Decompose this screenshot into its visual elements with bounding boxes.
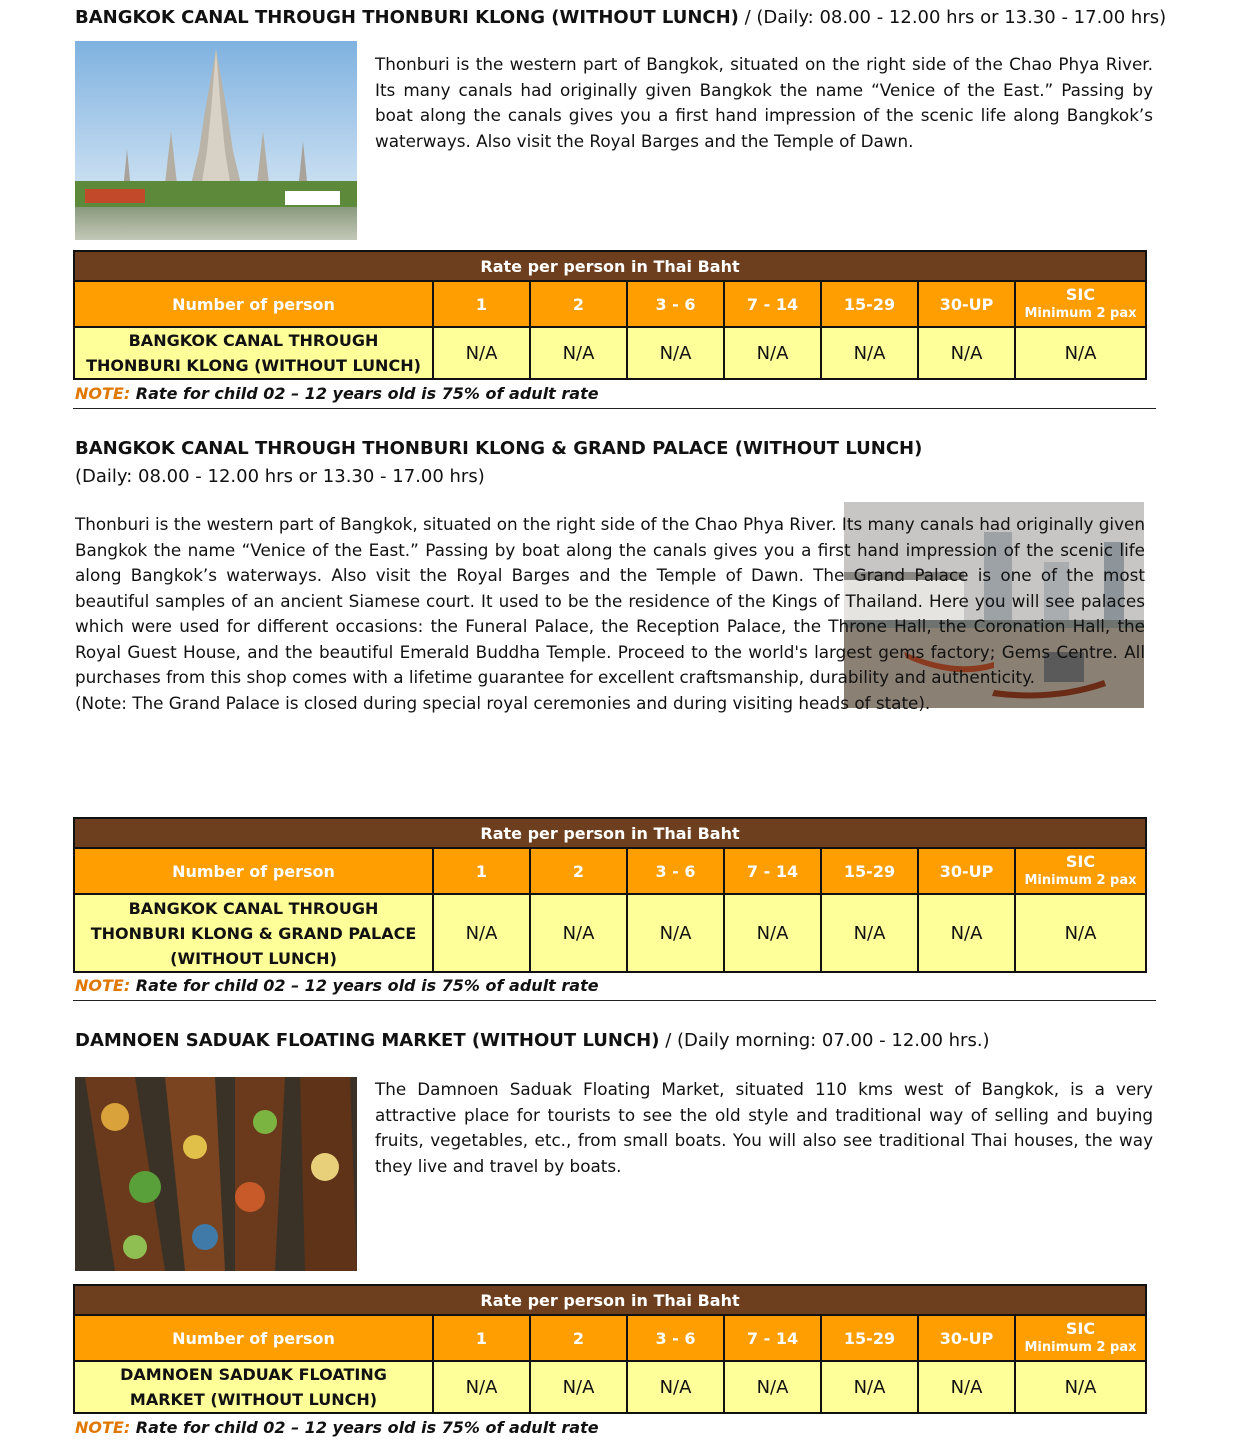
rate-table-2 [73,817,1147,973]
col-7-14: 7 - 14 [724,281,821,327]
temple-of-dawn-photo [75,41,357,240]
col-1: 1 [433,1315,530,1361]
tour-3-description: The Damnoen Saduak Floating Market, situated 110 kms west of Bangkok, is a very attractive place for tourists to see the old style and traditional way of selling and buying fruits, vegetables, etc., from small boats. You will also see traditional Thai houses, the way they live and travel by boats. [375,1079,1153,1176]
col-30-up: 30-UP [918,1315,1015,1361]
col-15-29: 15-29 [821,1315,918,1361]
tour-2-title: BANGKOK CANAL THROUGH THONBURI KLONG & GRAND PALACE (WITHOUT LUNCH) [75,438,923,459]
rate-cell: N/A [724,894,821,972]
tour-3-title: DAMNOEN SADUAK FLOATING MARKET (WITHOUT LUNCH) / (Daily morning: 07.00 - 12.00 hrs.) [75,1030,990,1051]
rate-cell: N/A [918,894,1015,972]
col-2: 2 [530,848,627,894]
rate-cell: N/A [918,327,1015,379]
col-3-6: 3 - 6 [627,1315,724,1361]
rate-table-3 [73,1284,1147,1414]
col-30-up: 30-UP [918,848,1015,894]
tour-2-note: (Note: The Grand Palace is closed during special royal ceremonies and during visiting heads of state). [75,692,931,713]
rate-cell: N/A [627,1361,724,1413]
col-15-29: 15-29 [821,281,918,327]
rate-header: Rate per person in Thai Baht [74,1285,1146,1315]
number-of-person-label: Number of person [74,848,433,894]
tour-1-time: / (Daily: 08.00 - 12.00 hrs or 13.30 - 17.00 hrs) [738,7,1167,28]
tour-row-name: BANGKOK CANAL THROUGH THONBURI KLONG (WITHOUT LUNCH) [74,327,433,379]
rate-cell: N/A [821,894,918,972]
rate-cell: N/A [433,327,530,379]
tour-1-title [75,6,1166,30]
rate-cell: N/A [918,1361,1015,1413]
rate-cell: N/A [821,1361,918,1413]
col-2: 2 [530,1315,627,1361]
rate-cell: N/A [530,327,627,379]
col-3-6: 3 - 6 [627,848,724,894]
rate-cell: N/A [1015,1361,1146,1413]
tour-2-description: Thonburi is the western part of Bangkok, situated on the right side of the Chao Phya River. Its many canals had originally given Bangkok the name “Venice of the East.” Passing by boat along the canals gives you a first hand impression of the scenic life along Bangkok’s waterways. Also visit the Royal Barges and the Temple of Dawn. The Grand Palace is one of the most beautiful samples of an ancient Siamese court. It used to be the residence of the Kings of Thailand. Here you will see palaces which were used for different occasions: the Funeral Palace, the Reception Palace, the Throne Hall, the Coronation Hall, the Royal Guest House, and the beautiful Emerald Buddha Temple. Proceed to the world's largest gems factory; Gems Centre. All purchases from this shop comes with a lifetime guarantee for excellent craftsmanship, durability and authenticity. (Note: The Grand Palace is closed during special royal ceremonies and during visiting heads of state). [75,512,1145,716]
tour-2-time: (Daily: 08.00 - 12.00 hrs or 13.30 - 17.00 hrs) [75,466,485,487]
number-of-person-label: Number of person [74,281,433,327]
child-rate-note: NOTE: Rate for child 02 – 12 years old is 75% of adult rate [75,1418,599,1437]
col-2: 2 [530,281,627,327]
tour-1-description: Thonburi is the western part of Bangkok, situated on the right side of the Chao Phya River. Its many canals had originally given Bangkok the name “Venice of the East.” Passing by boat along the canals gives you a first hand impression of the scenic life along Bangkok’s waterways. Also visit the Royal Barges and the Temple of Dawn. [375,54,1153,151]
rate-header: Rate per person in Thai Baht [74,818,1146,848]
section-divider [73,408,1156,409]
tour-1-name: BANGKOK CANAL THROUGH THONBURI KLONG (WITHOUT LUNCH) [75,7,739,28]
tour-row-name: DAMNOEN SADUAK FLOATING MARKET (WITHOUT LUNCH) [74,1361,433,1413]
rate-cell: N/A [724,1361,821,1413]
rate-header: Rate per person in Thai Baht [74,251,1146,281]
rate-cell: N/A [530,1361,627,1413]
number-of-person-label: Number of person [74,1315,433,1361]
rate-cell: N/A [433,894,530,972]
col-1: 1 [433,281,530,327]
col-7-14: 7 - 14 [724,848,821,894]
rate-cell: N/A [1015,327,1146,379]
col-15-29: 15-29 [821,848,918,894]
floating-market-photo [75,1077,357,1271]
rate-cell: N/A [627,894,724,972]
col-30-up: 30-UP [918,281,1015,327]
col-3-6: 3 - 6 [627,281,724,327]
rate-cell: N/A [724,327,821,379]
col-1: 1 [433,848,530,894]
rate-cell: N/A [433,1361,530,1413]
section-divider [73,1000,1156,1001]
rate-cell: N/A [530,894,627,972]
col-sic: SIC Minimum 2 pax [1015,281,1146,327]
rate-table-1 [73,250,1147,380]
rate-cell: N/A [627,327,724,379]
tour-row-name: BANGKOK CANAL THROUGH THONBURI KLONG & GRAND PALACE (WITHOUT LUNCH) [74,894,433,972]
rate-cell: N/A [821,327,918,379]
child-rate-note: NOTE: Rate for child 02 – 12 years old is 75% of adult rate [75,384,599,403]
rate-cell: N/A [1015,894,1146,972]
child-rate-note: NOTE: Rate for child 02 – 12 years old is 75% of adult rate [75,976,599,995]
col-sic: SIC Minimum 2 pax [1015,1315,1146,1361]
col-7-14: 7 - 14 [724,1315,821,1361]
col-sic: SIC Minimum 2 pax [1015,848,1146,894]
